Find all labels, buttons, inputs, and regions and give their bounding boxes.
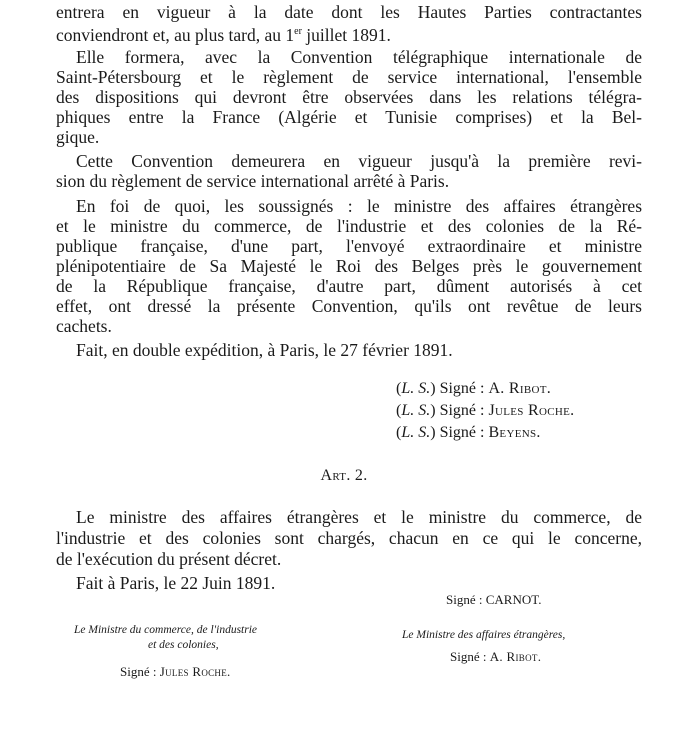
minister-signature — [120, 664, 231, 680]
signatory-name: Jules Roche. — [159, 664, 231, 679]
text-line: effet, ont dressé la présente Convention, qu'ils ont revêtue de leurs — [56, 296, 642, 316]
text-line: Cette Convention demeurera en vigueur jusqu'à la première revi- — [76, 151, 642, 171]
signatory-name: Jules Roche. — [488, 402, 575, 419]
article-heading: Art. 2. — [320, 467, 368, 484]
signe-label: Signé : — [439, 424, 485, 441]
text-line: Elle formera, avec la Convention télégraphique internationale de — [76, 47, 642, 67]
signe-label: Signé : — [120, 664, 157, 679]
seal-abbrev: L. S. — [401, 402, 431, 419]
text-line: Saint-Pétersbourg et le règlement de service international, l'ensemble — [56, 67, 642, 87]
seal-abbrev: L. S. — [401, 424, 431, 441]
text-line: l'industrie et des colonies sont chargés, chacun en ce qui le concerne, — [56, 528, 642, 548]
seal-abbrev: L. S. — [401, 380, 431, 397]
minister-title: Le Ministre des affaires étrangères, — [402, 629, 566, 641]
text-line: En foi de quoi, les soussignés : le ministre des affaires étrangères — [76, 196, 642, 216]
signatory-name: A. Ribot. — [488, 380, 552, 397]
superscript: er — [294, 26, 302, 37]
minister-title: Le Ministre du commerce, de l'industrie — [74, 624, 258, 636]
text-line: phiques entre la France (Algérie et Tunisie comprises) et la Bel- — [56, 107, 642, 127]
text-line: de la République française, d'autre part, dûment autorisés à cet — [56, 276, 642, 296]
text-segment: conviendront et, au plus tard, au 1 — [56, 24, 295, 45]
text-line: cachets. — [56, 316, 112, 336]
signature-line: (L. S.) Signé : Beyens. — [396, 424, 541, 441]
text-line: gique. — [56, 127, 100, 147]
text-line: Fait à Paris, le 22 Juin 1891. — [76, 573, 276, 593]
text-line: publique française, d'une part, l'envoyé extraordinaire et ministre — [56, 236, 642, 256]
text-line — [56, 22, 391, 45]
signature-line: (L. S.) Signé : A. Ribot. — [396, 380, 552, 397]
minister-signature — [450, 649, 541, 665]
text-line: entrera en vigueur à la date dont les Hautes Parties contractantes — [56, 2, 642, 22]
signe-label: Signé : — [439, 402, 485, 419]
signatory-name: Beyens. — [488, 424, 541, 441]
text-line: Fait, en double expédition, à Paris, le 27 février 1891. — [76, 340, 453, 360]
text-line: de l'exécution du présent décret. — [56, 549, 282, 569]
signature-line: (L. S.) Signé : Jules Roche. — [396, 402, 575, 419]
signe-label: Signé : — [439, 380, 485, 397]
text-line: des dispositions qui devront être observées dans les relations télégra- — [56, 87, 642, 107]
signatory-name: A. Ribot. — [489, 649, 542, 664]
minister-title: et des colonies, — [148, 639, 219, 651]
text-line: Le ministre des affaires étrangères et le ministre du commerce, de — [76, 507, 642, 527]
text-line: plénipotentiaire de Sa Majesté le Roi des Belges près le gouvernement — [56, 256, 642, 276]
text-line: sion du règlement de service international arrêté à Paris. — [56, 171, 450, 191]
president-signature: Signé : CARNOT. — [446, 592, 542, 607]
signe-label: Signé : — [450, 649, 487, 664]
text-line: et le ministre du commerce, de l'industrie et des colonies de la Ré- — [56, 216, 642, 236]
text-segment: juillet 1891. — [301, 24, 391, 45]
